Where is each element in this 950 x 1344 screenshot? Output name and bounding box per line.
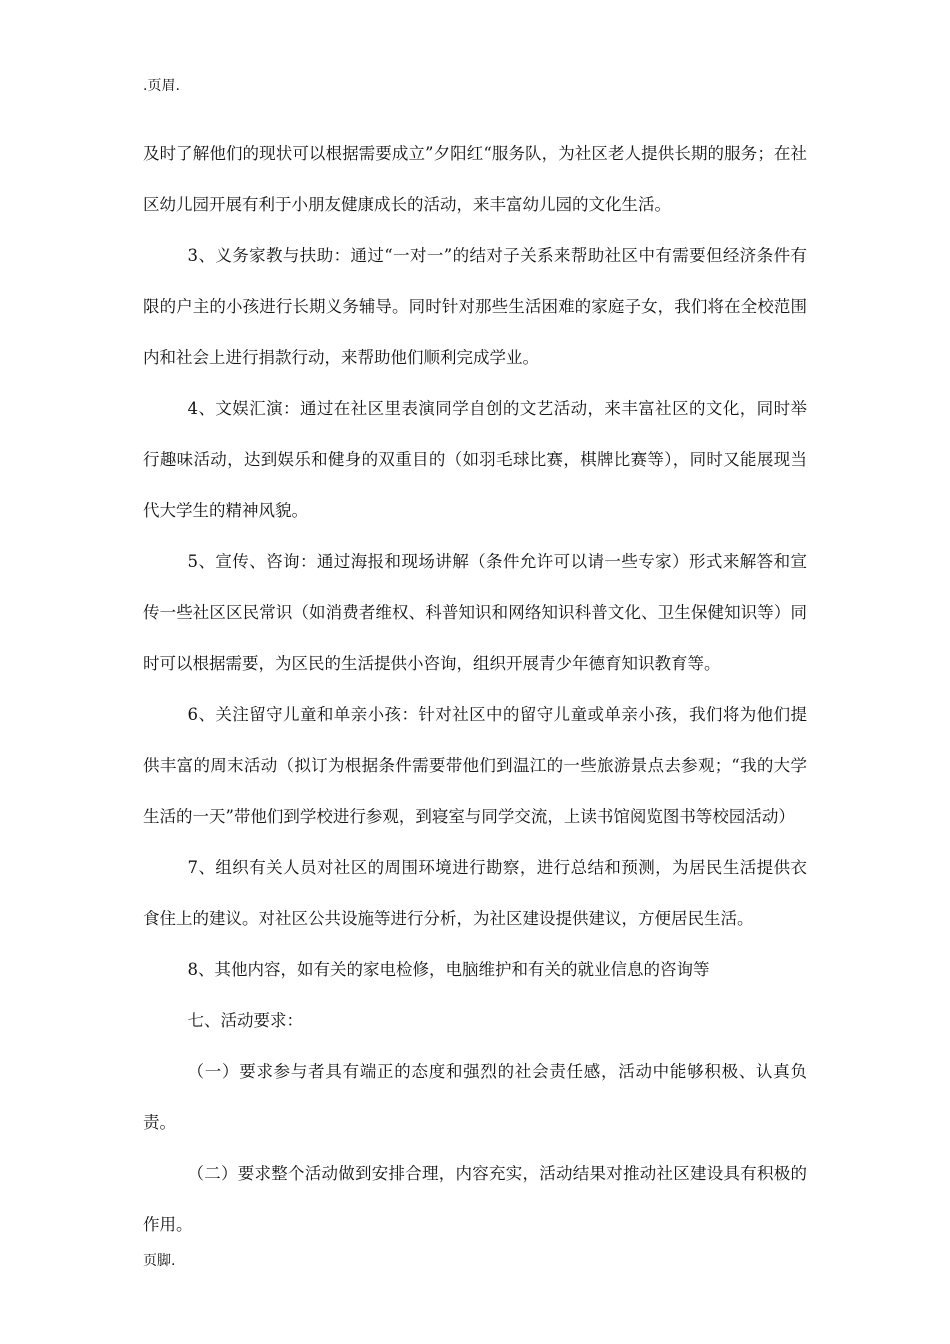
paragraph-item-8: 8、其他内容，如有关的家电检修，电脑维护和有关的就业信息的咨询等 xyxy=(187,960,710,979)
section-heading-requirements: 七、活动要求： xyxy=(187,1011,304,1030)
paragraph-item-3: 3、义务家教与扶助：通过“一对一”的结对子关系来帮助社区中有需要但经济条件有限的户主的小孩进行长期义务辅导。同时针对那些生活困难的家庭子女，我们将在全校范围内和社会上进行捐款行动，来帮助他们顺利完成学业。 xyxy=(143,246,807,367)
paragraph-requirement-2: （二）要求整个活动做到安排合理，内容充实，活动结果对推动社区建设具有积极的作用。 xyxy=(143,1164,807,1234)
document-body xyxy=(143,128,807,1250)
paragraph-item-4: 4、文娱汇演：通过在社区里表演同学自创的文艺活动，来丰富社区的文化，同时举行趣味活动，达到娱乐和健身的双重目的（如羽毛球比赛，棋牌比赛等），同时又能展现当代大学生的精神风貌。 xyxy=(143,399,807,520)
paragraph-item-5: 5、宣传、咨询：通过海报和现场讲解（条件允许可以请一些专家）形式来解答和宣传一些社区区民常识（如消费者维权、科普知识和网络知识科普文化、卫生保健知识等）同时可以根据需要，为区民的生活提供小咨询，组织开展青少年德育知识教育等。 xyxy=(143,552,807,673)
page-footer: 页脚. xyxy=(143,1253,176,1269)
paragraph-item-6: 6、关注留守儿童和单亲小孩：针对社区中的留守儿童或单亲小孩，我们将为他们提供丰富的周末活动（拟订为根据条件需要带他们到温江的一些旅游景点去参观；“我的大学生活的一天”带他们到学校进行参观，到寝室与同学交流，上读书馆阅览图书等校园活动） xyxy=(143,705,807,826)
paragraph-requirement-1: （一）要求参与者具有端正的态度和强烈的社会责任感，活动中能够积极、认真负责。 xyxy=(143,1062,807,1132)
paragraph-item-7: 7、组织有关人员对社区的周围环境进行勘察，进行总结和预测，为居民生活提供衣食住上的建议。对社区公共设施等进行分析，为社区建设提供建议，方便居民生活。 xyxy=(143,858,807,928)
paragraph-continuation: 及时了解他们的现状可以根据需要成立”夕阳红“服务队，为社区老人提供长期的服务；在社区幼儿园开展有利于小朋友健康成长的活动，来丰富幼儿园的文化生活。 xyxy=(143,144,807,214)
page-header: .页眉. xyxy=(143,78,180,94)
